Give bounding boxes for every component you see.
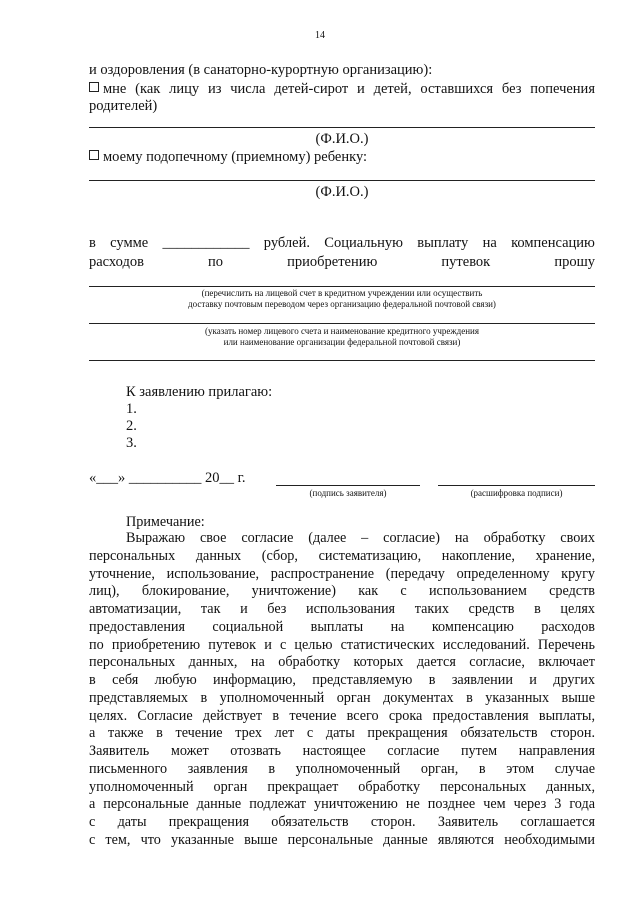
fio-line-1 xyxy=(89,127,595,128)
word: компенсацию xyxy=(511,235,595,251)
date-field[interactable]: «___» __________ 20__ г. xyxy=(89,470,246,486)
hint-2-line-2: или наименование организации федеральной почтовой связи) xyxy=(223,337,461,347)
note-heading: Примечание: xyxy=(126,514,205,530)
note-line: персональных данных (сбор, систематизацию, накопление, хранение, xyxy=(89,547,595,564)
word: рублей. xyxy=(263,235,310,251)
payment-method-line xyxy=(89,286,595,287)
payment-line-2 xyxy=(89,254,595,271)
note-line: автоматизации, так и без использования таких средств в целях xyxy=(89,601,595,617)
note-line: лиц), блокирование, уничтожение) как с использованием средств xyxy=(89,583,595,600)
signature-label: (подпись заявителя) xyxy=(309,488,387,498)
word: Социальную xyxy=(324,235,403,251)
word: расходов xyxy=(89,254,144,270)
attachment-item-2: 2. xyxy=(126,418,137,434)
option-self-text: мне (как лицу из числа детей-сирот и детей, оставшихся без попечения xyxy=(103,81,595,97)
note-line: уточнение, использование, распространение (передачу определенному кругу xyxy=(89,565,595,582)
word: выплату xyxy=(417,235,469,251)
decode-line[interactable] xyxy=(438,485,595,486)
extra-line xyxy=(89,360,595,361)
hint-1-line-2: доставку почтовым переводом через организацию федеральной почтовой связи) xyxy=(188,299,496,309)
word: по xyxy=(208,254,224,270)
fio-label-1: (Ф.И.О.) xyxy=(315,131,369,147)
note-line: персональных данных, на обработку которых дается согласие, включает xyxy=(89,654,595,671)
option-ward-text: моему подопечному (приемному) ребенку: xyxy=(103,149,368,165)
payment-line-1 xyxy=(89,235,595,252)
attachment-item-1: 1. xyxy=(126,401,137,417)
attachment-item-3: 3. xyxy=(126,435,137,451)
signature-line[interactable] xyxy=(276,485,420,486)
word: путевок xyxy=(441,254,491,270)
note-line: а персональные данные подлежат уничтожению не позднее чем через 3 года xyxy=(89,796,595,813)
note-line: предоставления социальной выплаты на компенсацию расходов xyxy=(89,618,595,635)
intro-line: и оздоровления (в санаторно-курортную организацию): xyxy=(89,62,433,78)
note-line: по приобретению путевок и с целью статистических исследований. Перечень xyxy=(89,636,595,653)
note-line: письменного заявления в уполномоченный орган, в этом случае xyxy=(89,760,595,777)
word: прошу xyxy=(554,254,595,270)
word: приобретению xyxy=(287,254,378,270)
word: на xyxy=(482,235,497,251)
sum-blank[interactable]: ____________ xyxy=(162,235,250,251)
note-line: Выражаю свое согласие (далее – согласие) на обработку своих xyxy=(126,530,595,546)
note-line: а также в течение трех лет с даты прекращения обязательств сторон. xyxy=(89,725,595,742)
checkbox-icon xyxy=(89,150,99,160)
attachments-heading: К заявлению прилагаю: xyxy=(126,384,273,400)
hint-1-line-1: (перечислить на лицевой счет в кредитном учреждении или осуществить xyxy=(201,288,483,298)
consent-paragraph xyxy=(89,530,595,850)
fio-label-2: (Ф.И.О.) xyxy=(315,184,369,200)
note-line: представляемых в уполномоченный орган документах в указанных выше xyxy=(89,689,595,706)
checkbox-self[interactable] xyxy=(89,81,103,98)
note-line: целях. Согласие действует в течение всего срока предоставления выплаты, xyxy=(89,707,595,724)
word: в xyxy=(89,235,96,251)
fio-line-2 xyxy=(89,180,595,181)
option-self-cont: родителей) xyxy=(89,98,158,114)
page-number: 14 xyxy=(315,30,325,41)
note-line: уполномоченный орган прекращает обработку персональных данных, xyxy=(89,778,595,795)
note-line: с тем, что указанные выше персональные данные являются необходимыми xyxy=(89,831,595,848)
word: сумме xyxy=(110,235,149,251)
decode-label: (расшифровка подписи) xyxy=(470,488,563,498)
hint-2-line-1: (указать номер лицевого счета и наименование кредитного учреждения xyxy=(205,326,479,336)
option-ward-line xyxy=(89,149,367,166)
checkbox-ward[interactable] xyxy=(89,149,103,165)
checkbox-icon xyxy=(89,82,99,92)
note-line: с даты прекращения обязательств сторон. Заявитель соглашается xyxy=(89,814,595,830)
note-line: в себя любую информацию, представляемую в заявлении и других xyxy=(89,672,595,688)
note-line: Заявитель может отозвать настоящее согласие путем направления xyxy=(89,743,595,759)
account-line xyxy=(89,323,595,324)
option-self-line xyxy=(89,81,595,98)
